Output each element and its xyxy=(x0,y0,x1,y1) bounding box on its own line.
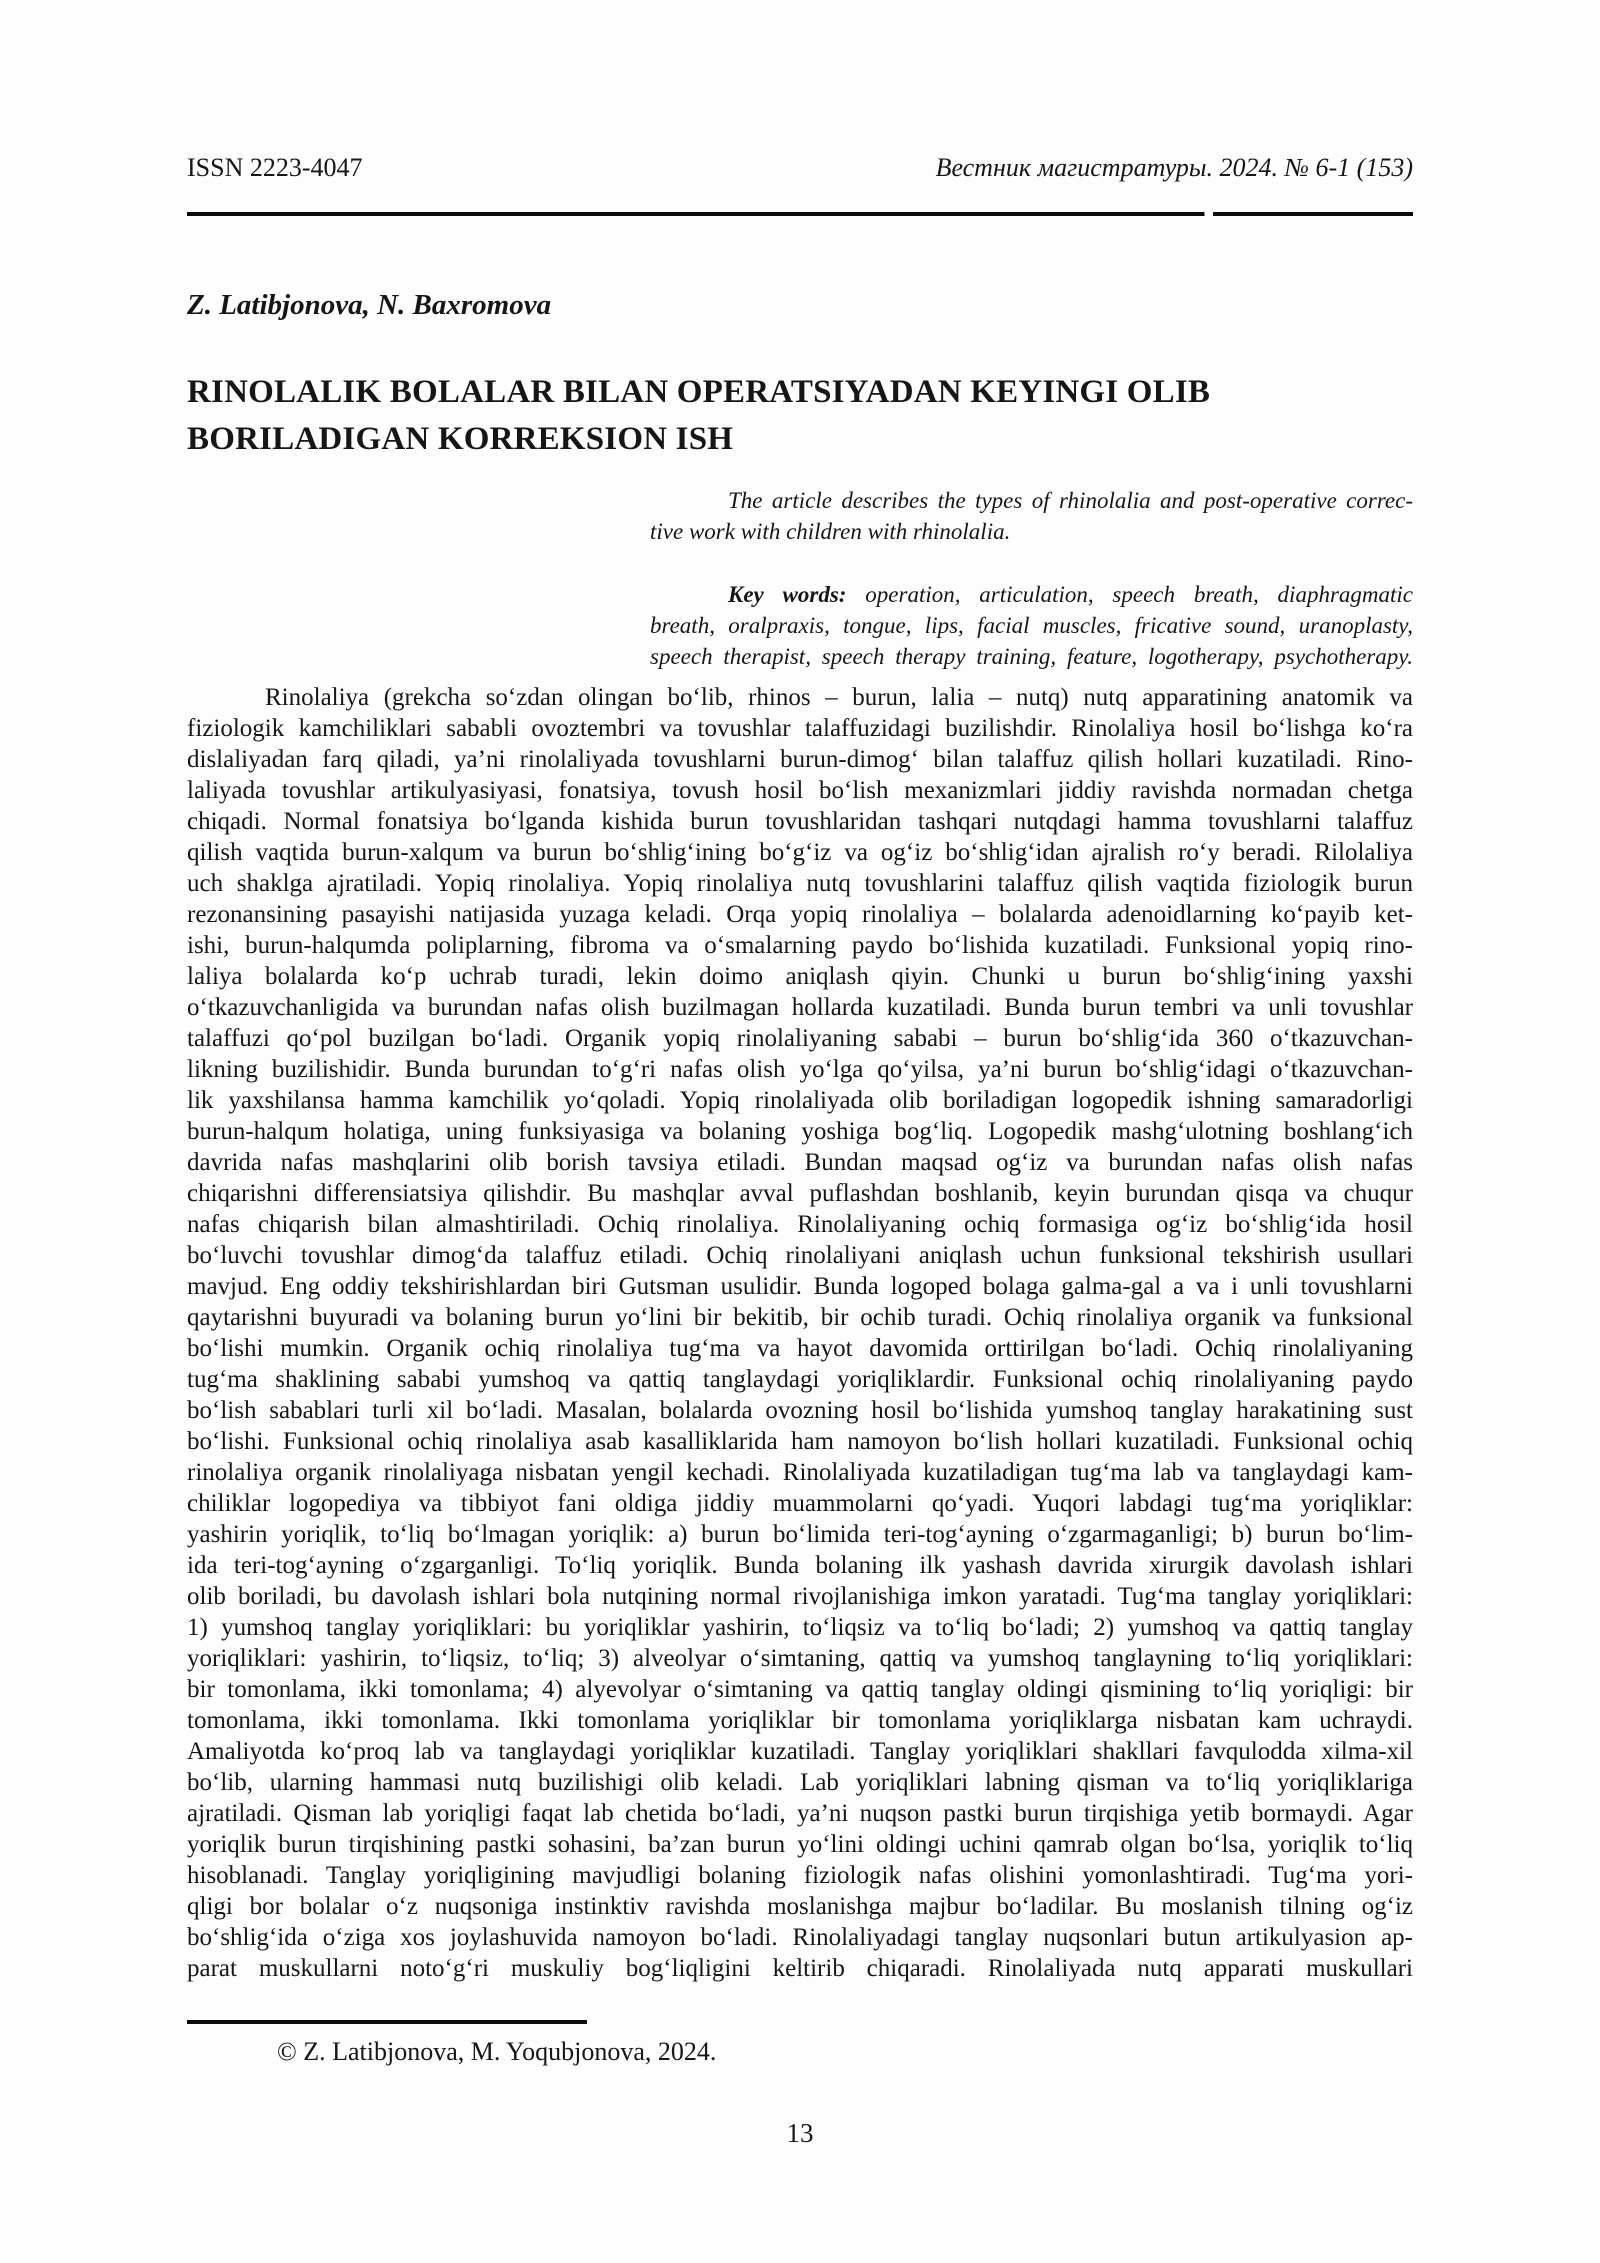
text-line: tive work with children with rhinolalia. xyxy=(650,519,1011,544)
text-line: yoriqlik burun tirqishining pastki sohasini, ba’zan burun yo‘lini oldingi uchini qamrab olgan bo‘lsa, yoriqlik to‘liq xyxy=(187,1831,1413,1858)
text-line: dislaliyadan farq qiladi, ya’ni rinolaliyada tovushlarni burun-dimog‘ bilan talaffuz qilish hollari kuzatiladi. Rino- xyxy=(187,746,1413,773)
text-line: tug‘ma shaklining sababi yumshoq va qattiq tanglaydagi yoriqliklardir. Funksional ochiq rinolaliyaning paydo xyxy=(187,1366,1413,1393)
text-line: uch shaklga ajratiladi. Yopiq rinolaliya. Yopiq rinolaliya nutq tovushlarini talaffuz qilish vaqtida fiziologik burun xyxy=(187,870,1413,897)
journal-issue: Вестник магистратуры. 2024. № 6-1 (153) xyxy=(935,153,1413,182)
text-line: breath, oralpraxis, tongue, lips, facial muscles, fricative sound, uranoplasty, xyxy=(650,613,1413,638)
footnote-divider xyxy=(187,2020,587,2024)
text-line: Rinolaliya (grekcha so‘zdan olingan bo‘lib, rhinos – burun, lalia – nutq) nutq apparatining anatomik va xyxy=(265,684,1413,711)
text-line: yoriqliklari: yashirin, to‘liqsiz, to‘liq; 3) alveolyar o‘simtaning, qattiq va yumshoq tanglayning to‘liq yoriqliklari: xyxy=(187,1645,1413,1672)
text-line: ida teri-tog‘ayning o‘zgarganligi. To‘liq yoriqlik. Bunda bolaning ilk yashash davrida xirurgik davolash ishlari xyxy=(187,1552,1413,1579)
text-line: olib boriladi, bu davolash ishlari bola nutqining normal rivojlanishiga imkon yaratadi. Tug‘ma tanglay yoriqliklari: xyxy=(187,1583,1413,1610)
text-line: chiliklar logopediya va tibbiyot fani oldiga jiddiy muammolarni qo‘yadi. Yuqori labdagi tug‘ma yoriqliklar: xyxy=(187,1490,1413,1517)
text-line: laliyada tovushlar artikulyasiyasi, fonatsiya, tovush hosil bo‘lish mexanizmlari jiddiy ravishda normadan chetga xyxy=(187,777,1413,804)
text-line: The article describes the types of rhinolalia and post-operative correc- xyxy=(728,488,1413,513)
text-line: chiqadi. Normal fonatsiya bo‘lganda kishida burun tovushlaridan tashqari nutqdagi hamma tovushlarni talaffuz xyxy=(187,808,1413,835)
authors-line: Z. Latibjonova, N. Baxromova xyxy=(187,289,552,321)
text-line: nafas chiqarish bilan almashtiriladi. Ochiq rinolaliya. Rinolaliyaning ochiq formasiga og‘iz bo‘shlig‘ida hosil xyxy=(187,1211,1413,1238)
text-line: laliya bolalarda ko‘p uchrab turadi, lekin doimo aniqlash qiyin. Chunki u burun bo‘shlig‘ining yaxshi xyxy=(187,963,1413,990)
article-title-line-2: BORILADIGAN KORREKSION ISH xyxy=(187,421,734,457)
keywords-line-1 xyxy=(650,579,1413,610)
text-line: qaytarishni buyuradi va bolaning burun yo‘lini bir bekitib, bir ochib turadi. Ochiq rinolaliya organik va funksional xyxy=(187,1304,1413,1331)
text-line: tomonlama, ikki tomonlama. Ikki tomonlama yoriqliklar bir tomonlama yoriqliklarga nisbatan kam uchraydi. xyxy=(187,1707,1413,1734)
page-number: 13 xyxy=(786,2118,814,2148)
text-line: bo‘lishi mumkin. Organik ochiq rinolaliya tug‘ma va hayot davomida orttirilgan bo‘ladi. Ochiq rinolaliyaning xyxy=(187,1335,1413,1362)
text-line: burun-halqum holatiga, uning funksiyasiga va bolaning yoshiga bog‘liq. Logopedik mashg‘ulotning boshlang‘ich xyxy=(187,1118,1413,1145)
keywords-label: Key words: xyxy=(728,582,847,607)
text-line: speech therapist, speech therapy training, feature, logotherapy, psychotherapy. xyxy=(650,644,1413,669)
text-line: hisoblanadi. Tanglay yoriqligining mavjudligi bolaning fiziologik nafas olishini yomonlashtiradi. Tug‘ma yori- xyxy=(187,1862,1413,1889)
text-line: Amaliyotda ko‘proq lab va tanglaydagi yoriqliklar kuzatiladi. Tanglay yoriqliklari shakllari favqulodda xilma-xil xyxy=(187,1738,1413,1765)
text-line: talaffuzi qo‘pol buzilgan bo‘ladi. Organik yopiq rinolaliyaning sababi – burun bo‘shlig‘ida 360 o‘tkazuvchan- xyxy=(187,1025,1413,1052)
keywords-rest xyxy=(650,610,1413,672)
header-divider xyxy=(187,212,1413,216)
text-line: 1) yumshoq tanglay yoriqliklari: bu yoriqliklar yashirin, to‘liqsiz va to‘liq bo‘ladi; 2) yumshoq va qattiq tanglay xyxy=(187,1614,1413,1641)
article-title xyxy=(187,369,1413,463)
text-line: bir tomonlama, ikki tomonlama; 4) alyevolyar o‘simtaning va qattiq tanglay oldingi qismining to‘liq yoriqligi: bir xyxy=(187,1676,1413,1703)
text-line: qilish vaqtida burun-xalqum va burun bo‘shlig‘ining bo‘g‘iz va og‘iz bo‘shlig‘idan ajralish ro‘y beradi. Rilolaliya xyxy=(187,839,1413,866)
text-line: o‘tkazuvchanligida va burundan nafas olish buzilmagan hollarda kuzatiladi. Bunda burun tembri va unli tovushlar xyxy=(187,994,1413,1021)
text-line: rezonansining pasayishi natijasida yuzaga keladi. Orqa yopiq rinolaliya – bolalarda adenoidlarning ko‘payib ket- xyxy=(187,901,1413,928)
article-title-line-1: RINOLALIK BOLALAR BILAN OPERATSIYADAN KEYINGI OLIB xyxy=(187,374,1211,410)
text-line: likning buzilishidir. Bunda burundan to‘g‘ri nafas olish yo‘lga qo‘yilsa, ya’ni burun bo‘shlig‘idagi o‘tkazuvchan- xyxy=(187,1056,1413,1083)
keywords xyxy=(650,579,1413,672)
text-line: ajratiladi. Qisman lab yoriqligi faqat lab chetida bo‘ladi, ya’ni nuqson pastki burun tirqishiga yetib bormaydi. Agar xyxy=(187,1800,1413,1827)
text-line: parat muskullarni noto‘g‘ri muskuliy bog‘liqligini keltirib chiqaradi. Rinolaliyada nutq apparati muskullari xyxy=(187,1955,1413,1982)
article-body xyxy=(187,682,1413,1984)
footnote: © Z. Latibjonova, M. Yoqubjonova, 2024. xyxy=(277,2037,717,2066)
text-line: qligi bor bolalar o‘z nuqsoniga instinktiv ravishda moslanishga majbur bo‘ladilar. Bu moslanish tilning og‘iz xyxy=(187,1893,1413,1920)
text-line: davrida nafas mashqlarini olib borish tavsiya etiladi. Bundan maqsad og‘iz va burundan nafas olish nafas xyxy=(187,1149,1413,1176)
page-header xyxy=(187,152,1413,184)
text-line: bo‘luvchi tovushlar dimog‘da talaffuz etiladi. Ochiq rinolaliyani aniqlash uchun funksional tekshirish usullari xyxy=(187,1242,1413,1269)
text-line: bo‘lib, ularning hammasi nutq buzilishigi olib keladi. Lab yoriqliklari labning qisman va to‘liq yoriqliklariga xyxy=(187,1769,1413,1796)
text-line: bo‘lish sabablari turli xil bo‘ladi. Masalan, bolalarda ovozning hosil bo‘lishida yumshoq tanglay harakatining sust xyxy=(187,1397,1413,1424)
journal-issn: ISSN 2223-4047 xyxy=(187,153,363,182)
keywords-line-1-rest: operation, articulation, speech breath, diaphragmatic xyxy=(865,582,1414,607)
text-line: bo‘shlig‘ida o‘ziga xos joylashuvida namoyon bo‘ladi. Rinolaliyadagi tanglay nuqsonlari butun artikulyasion ap- xyxy=(187,1924,1413,1951)
text-line: lik yaxshilansa hamma kamchilik yo‘qoladi. Yopiq rinolaliyada olib boriladigan logopedik ishning samaradorligi xyxy=(187,1087,1413,1114)
abstract xyxy=(650,485,1413,547)
text-line: fiziologik kamchiliklari sababli ovoztembri va tovushlar talaffuzidagi buzilishdir. Rinolaliya hosil bo‘lishga ko‘ra xyxy=(187,715,1413,742)
text-line: bo‘lishi. Funksional ochiq rinolaliya asab kasalliklarida ham namoyon bo‘lish hollari kuzatiladi. Funksional ochiq xyxy=(187,1428,1413,1455)
text-line: ishi, burun-halqumda poliplarning, fibroma va o‘smalarning paydo bo‘lishida kuzatiladi. Funksional yopiq rino- xyxy=(187,932,1413,959)
text-line: yashirin yoriqlik, to‘liq bo‘lmagan yoriqlik: a) burun bo‘limida teri-tog‘ayning o‘zgarmaganligi; b) burun bo‘lim- xyxy=(187,1521,1413,1548)
text-line: chiqarishni differensiatsiya qilishdir. Bu mashqlar avval puflashdan boshlanib, keyin burundan qisqa va chuqur xyxy=(187,1180,1413,1207)
text-line: rinolaliya organik rinolaliyaga nisbatan yengil kechadi. Rinolaliyada kuzatiladigan tug‘ma lab va tanglaydagi kam- xyxy=(187,1459,1413,1486)
text-line: mavjud. Eng oddiy tekshirishlardan biri Gutsman usulidir. Bunda logoped bolaga galma-gal a va i unli tovushlarni xyxy=(187,1273,1413,1300)
